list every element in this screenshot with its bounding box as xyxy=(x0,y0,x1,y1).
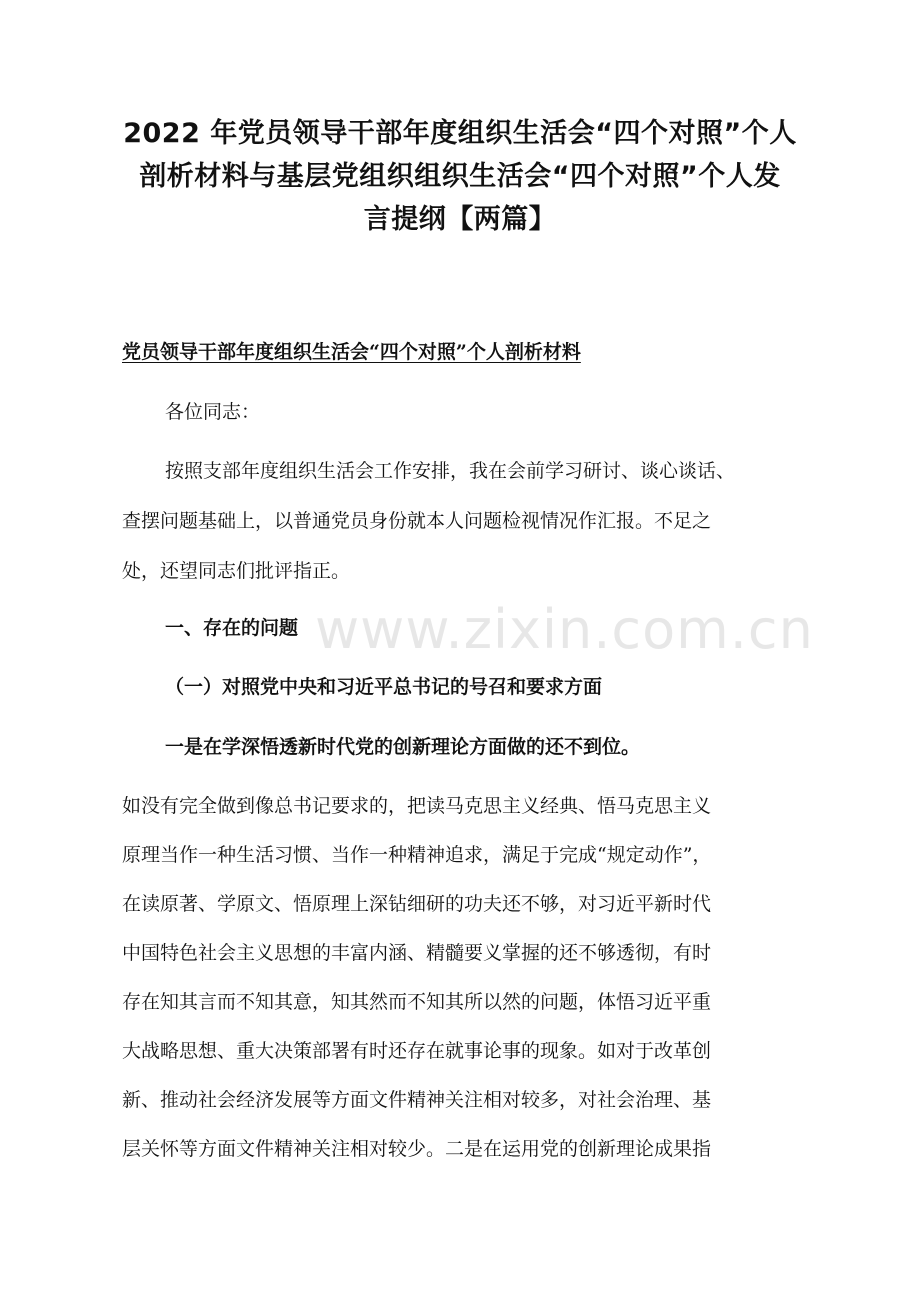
heading-level-3: 一是在学深悟透新时代党的创新理论方面做的还不到位。 xyxy=(165,736,641,758)
body-line: 大战略思想、重大决策部署有时还存在就事论事的现象。如对于改革创 xyxy=(122,1040,712,1062)
body-line: 新、推动社会经济发展等方面文件精神关注相对较多，对社会治理、基 xyxy=(122,1089,712,1111)
heading-level-1: 一、存在的问题 xyxy=(165,617,299,639)
title-line: 2022 年党员领导干部年度组织生活会“四个对照”个人 xyxy=(123,118,797,149)
document-title xyxy=(100,112,820,241)
body-line: 如没有完全做到像总书记要求的，把读马克思主义经典、悟马克思主义 xyxy=(122,795,712,817)
section-title: 党员领导干部年度组织生活会“四个对照”个人剖析材料 xyxy=(122,341,581,363)
body-line: 原理当作一种生活习惯、当作一种精神追求，满足于完成“规定动作”， xyxy=(122,844,712,866)
body-line: 存在知其言而不知其意，知其然而不知其所以然的问题，体悟习近平重 xyxy=(122,991,712,1013)
body-line: 中国特色社会主义思想的丰富内涵、精髓要义掌握的还不够透彻，有时 xyxy=(122,942,712,964)
watermark: www.zixin.com.cn xyxy=(315,598,814,661)
title-line: 剖析材料与基层党组织组织生活会“四个对照”个人发 xyxy=(139,161,781,192)
intro-line: 处，还望同志们批评指正。 xyxy=(122,560,351,582)
body-line: 层关怀等方面文件精神关注相对较少。二是在运用党的创新理论成果指 xyxy=(122,1138,712,1160)
intro-line: 查摆问题基础上，以普通党员身份就本人问题检视情况作汇报。不足之 xyxy=(122,510,712,532)
title-line: 言提纲【两篇】 xyxy=(363,204,557,235)
intro-line: 按照支部年度组织生活会工作安排，我在会前学习研讨、谈心谈话、 xyxy=(165,460,736,482)
salutation: 各位同志： xyxy=(165,401,261,423)
body-line: 在读原著、学原文、悟原理上深钻细研的功夫还不够，对习近平新时代 xyxy=(122,893,712,915)
heading-level-2: （一）对照党中央和习近平总书记的号召和要求方面 xyxy=(165,676,603,698)
